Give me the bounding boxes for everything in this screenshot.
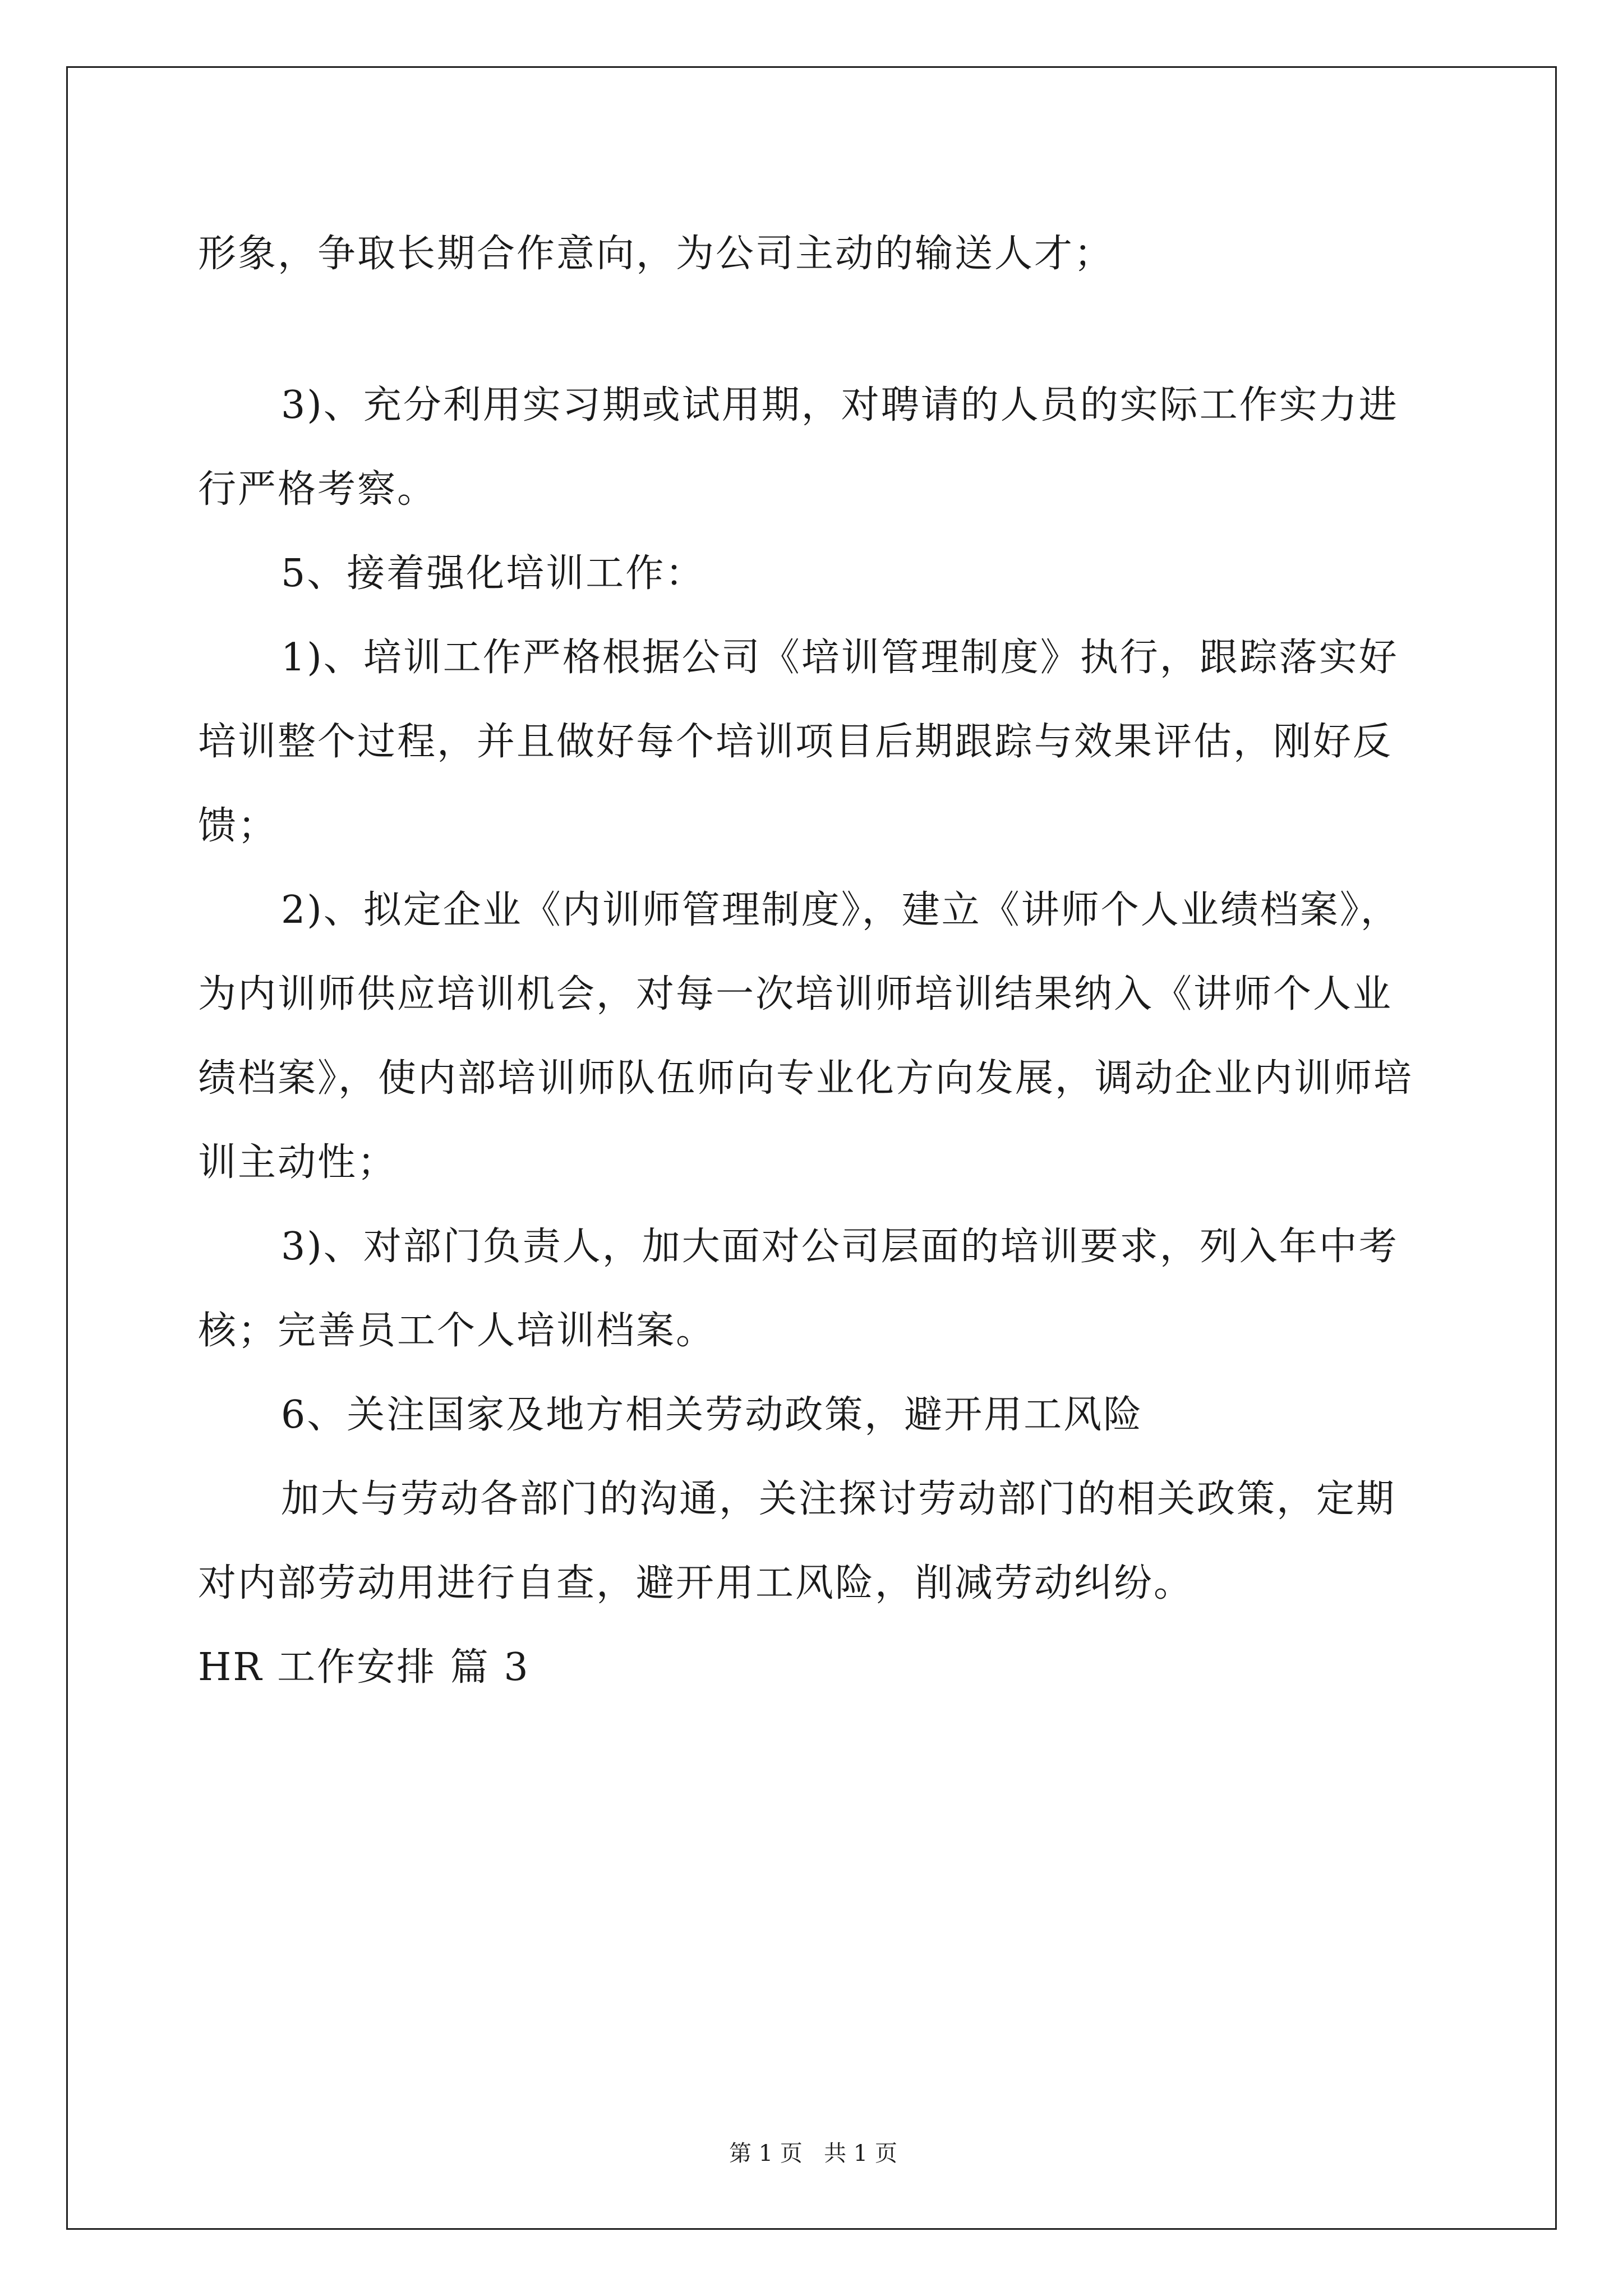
text-line-6: 培训整个过程，并且做好每个培训项目后期跟踪与效果评估，刚好反 <box>198 720 1393 764</box>
text-line-9: 为内训师供应培训机会，对每一次培训师培训结果纳入《讲师个人业 <box>198 972 1393 1016</box>
text-line-11: 训主动性； <box>198 1140 398 1185</box>
text-line-10: 绩档案》，使内部培训师队伍师向专业化方向发展，调动企业内训师培 <box>198 1056 1414 1101</box>
text-line-12: 3)、对部门负责人，加大面对公司层面的培训要求，列入年中考 <box>281 1225 1399 1269</box>
text-line-7: 馈； <box>198 804 278 848</box>
text-line-1: 形象，争取长期合作意向，为公司主动的输送人才； <box>198 232 1114 276</box>
page-border <box>66 66 1557 2230</box>
page-footer: 第 1 页 共 1 页 <box>729 2141 897 2166</box>
text-line-16: 对内部劳动用进行自查，避开用工风险，削减劳动纠纷。 <box>198 1561 1194 1605</box>
text-line-15: 加大与劳动各部门的沟通，关注探讨劳动部门的相关政策，定期 <box>281 1477 1396 1521</box>
text-line-8: 2)、拟定企业《内训师管理制度》，建立《讲师个人业绩档案》， <box>281 888 1400 932</box>
text-line-2: 3)、充分利用实习期或试用期，对聘请的人员的实际工作实力进 <box>281 383 1399 427</box>
text-line-3: 行严格考察。 <box>198 467 437 512</box>
section-title-hr-plan-3: HR 工作安排 篇 3 <box>198 1645 530 1690</box>
section-heading-6: 6、关注国家及地方相关劳动政策，避开用工风险 <box>281 1393 1144 1437</box>
text-line-5: 1)、培训工作严格根据公司《培训管理制度》执行，跟踪落实好 <box>281 636 1399 680</box>
section-heading-5: 5、接着强化培训工作： <box>281 551 706 596</box>
text-line-13: 核；完善员工个人培训档案。 <box>198 1309 716 1353</box>
